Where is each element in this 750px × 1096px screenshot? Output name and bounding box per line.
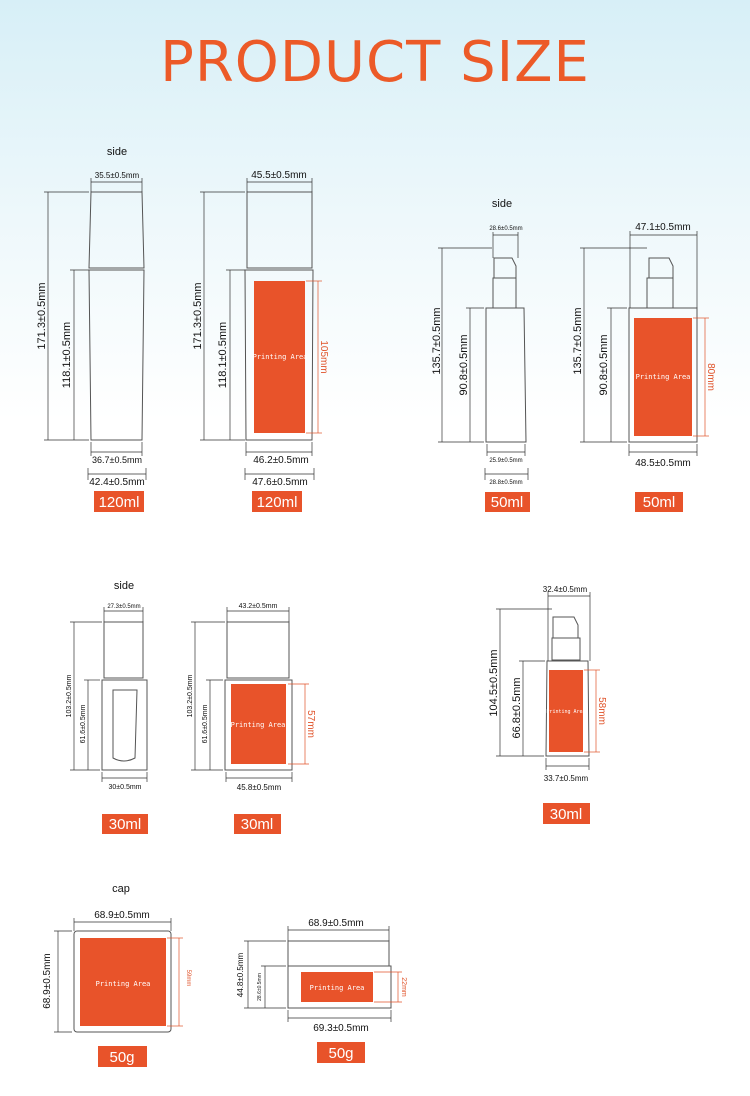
bottle-50ml-front: [572, 222, 716, 512]
dim-top-width: 47.1±0.5mm: [635, 222, 691, 233]
dim-top-width: 28.6±0.5mm: [489, 226, 523, 232]
page-title: PRODUCT SIZE: [160, 30, 590, 95]
label-side-30: side: [113, 580, 135, 592]
bottle-outline: [89, 192, 144, 440]
bottle-cavity: [113, 690, 137, 761]
size-badge-text: 120ml: [256, 494, 298, 511]
dim-top-width: 32.4±0.5mm: [542, 585, 588, 594]
dim-top-width: 43.2±0.5mm: [238, 603, 278, 610]
printing-area-label: Printing Area: [95, 980, 151, 988]
bottle-50ml-side: [431, 198, 530, 512]
printing-area-label: Printing Area: [635, 373, 691, 381]
dim-total-height: 44.8±0.5mm: [236, 952, 245, 998]
bottle-120ml-front: [192, 170, 329, 512]
dim-total-height: 135.7±0.5mm: [572, 307, 584, 375]
dim-cap-width: 68.9±0.5mm: [94, 910, 150, 921]
printing-area-label: Printing Area: [252, 353, 308, 361]
dim-bottom-inner: 46.2±0.5mm: [253, 455, 309, 466]
size-badge-text: 50g: [109, 1049, 135, 1066]
dim-top-width: 27.3±0.5mm: [107, 604, 141, 610]
jar-lid-outline: [288, 941, 389, 966]
printing-area-label: Printing Area: [230, 721, 286, 729]
dim-bottom-width: 45.8±0.5mm: [236, 783, 282, 792]
dim-bottom-inner: 25.9±0.5mm: [489, 458, 523, 464]
dim-bottom-width: 30±0.5mm: [108, 784, 142, 791]
size-badge-text: 50ml: [490, 494, 524, 511]
label-cap: cap: [112, 883, 130, 895]
dim-bottom-outer: 47.6±0.5mm: [252, 477, 308, 488]
dim-total-height: 135.7±0.5mm: [431, 307, 443, 375]
label-side-50: side: [491, 198, 513, 210]
bottle-30ml-front: [187, 603, 316, 834]
printing-area-label: Printing Area: [309, 984, 365, 992]
dim-top-width: 35.5±0.5mm: [94, 171, 140, 180]
dim-body-height: 61.6±0.5mm: [202, 704, 209, 744]
size-badge-text: 30ml: [240, 816, 274, 833]
size-badge-text: 120ml: [98, 494, 140, 511]
dim-total-height: 171.3±0.5mm: [192, 282, 204, 350]
dim-total-height: 103.2±0.5mm: [66, 674, 73, 718]
dim-body-height: 90.8±0.5mm: [598, 334, 610, 396]
dim-bottom-width: 33.7±0.5mm: [543, 774, 589, 783]
dim-bottom-inner: 36.7±0.5mm: [92, 455, 142, 465]
dim-print-height: 105mm: [318, 340, 329, 374]
size-badge-text: 50g: [328, 1045, 354, 1062]
dim-body-height: 90.8±0.5mm: [458, 334, 470, 396]
jar-50g-cap: [42, 883, 191, 1067]
pump-collar: [493, 278, 516, 308]
dim-total-height: 171.3±0.5mm: [36, 282, 48, 350]
dim-body-height: 118.1±0.5mm: [217, 321, 229, 389]
pump-head: [649, 258, 673, 278]
size-badge-text: 30ml: [549, 806, 583, 823]
dim-body-height: 28.6±0.5mm: [257, 973, 263, 1001]
dim-bottom-width: 69.3±0.5mm: [313, 1023, 369, 1034]
pump-collar: [552, 638, 580, 660]
dim-bottom-outer: 28.8±0.5mm: [489, 480, 523, 486]
dim-body-height: 61.6±0.5mm: [80, 704, 87, 744]
dim-print-height: 57mm: [305, 710, 316, 738]
pump-collar: [647, 278, 673, 308]
bottle-30ml-pump: [488, 585, 607, 824]
pump-head: [494, 258, 516, 278]
bottle-120ml-side: [36, 146, 146, 512]
pump-head: [553, 617, 578, 638]
dim-print-height: 58mm: [596, 697, 607, 725]
dim-print-height: 80mm: [705, 363, 716, 391]
bottle-outline: [486, 308, 526, 442]
dim-print-height: 22mm: [400, 977, 407, 997]
dim-total-height: 104.5±0.5mm: [488, 649, 500, 717]
jar-50g-side: [236, 918, 407, 1063]
dim-body-height: 118.1±0.5mm: [61, 321, 73, 389]
dim-bottom-width: 48.5±0.5mm: [635, 458, 691, 469]
bottle-30ml-side: [66, 580, 148, 834]
dim-bottom-outer: 42.4±0.5mm: [89, 477, 145, 488]
dim-body-height: 66.8±0.5mm: [511, 677, 523, 739]
dim-print-size: 59mm: [185, 969, 191, 987]
dim-total-height: 103.2±0.5mm: [187, 674, 194, 718]
bottle-outline: [102, 622, 147, 770]
size-badge-text: 30ml: [108, 816, 142, 833]
printing-area-label: Printing Area: [546, 709, 586, 715]
dim-lid-width: 68.9±0.5mm: [308, 918, 364, 929]
dim-top-width: 45.5±0.5mm: [251, 170, 307, 181]
dim-cap-height: 68.9±0.5mm: [42, 953, 53, 1009]
label-side-120: side: [106, 146, 128, 158]
size-badge-text: 50ml: [642, 494, 676, 511]
